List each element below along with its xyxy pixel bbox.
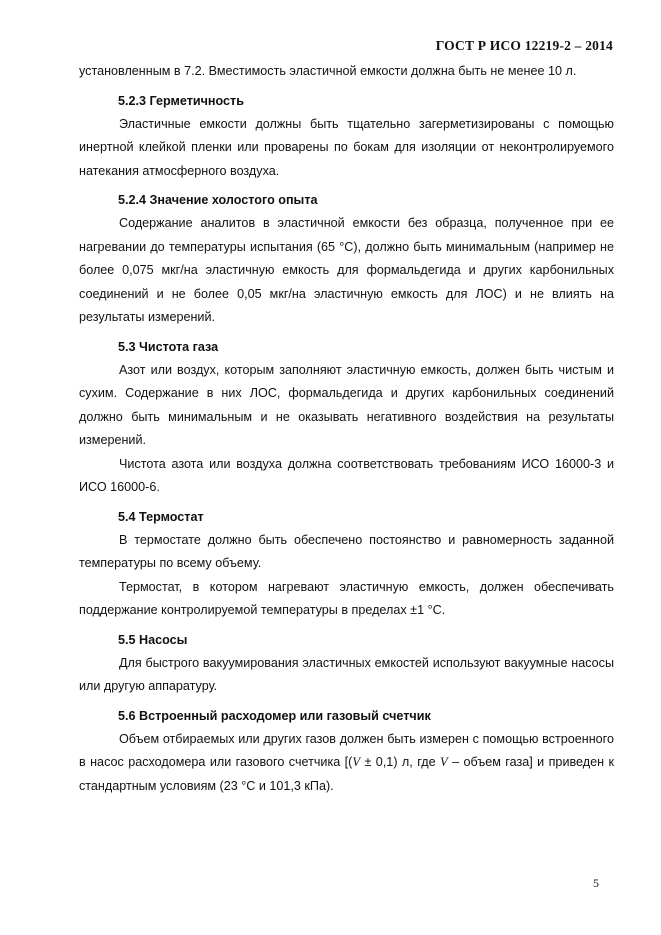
page-content (79, 60, 614, 798)
heading-5-2-4: 5.2.4 Значение холостого опыта (118, 193, 318, 207)
paragraph-5-3-2: Чистота азота или воздуха должна соответствовать требованиям ИСО 16000-3 и ИСО 16000-6. (79, 456, 614, 494)
volume-symbol: V (352, 755, 361, 769)
page-number: 5 (593, 876, 599, 890)
heading-5-4: 5.4 Термостат (118, 509, 204, 524)
heading-5-6: 5.6 Встроенный расходомер или газовый счетчик (118, 708, 431, 723)
heading-5-2-3: 5.2.3 Герметичность (118, 93, 244, 108)
paragraph-5-6 (79, 728, 614, 799)
paragraph-5-6-part-c: – объем газа] и приведен к стандартным условиям (23 °С и 101,3 кПа). (79, 755, 614, 793)
paragraph-5-4-2: Термостат, в котором нагревают эластичную емкость, должен обеспечивать поддержание контролируемой температуры в пределах ±1 °С. (79, 579, 614, 617)
document-header: ГОСТ Р ИСО 12219-2 – 2014 (435, 38, 613, 53)
paragraph-5-3-1: Азот или воздух, которым заполняют эластичную емкость, должен быть чистым и сухим. Содержание в них ЛОС, формальдегида и других карбонильных соединений должно быть минимальным и не оказывать негативного воздействия на результаты измерений. (79, 362, 614, 447)
paragraph-5-6-part-a: Объем отбираемых или других газов должен быть измерен с помощью встроенного в насос расходомера или газового счетчика [( (79, 731, 614, 769)
heading-5-3: 5.3 Чистота газа (118, 339, 219, 354)
paragraph-5-4-1: В термостате должно быть обеспечено постоянство и равномерность заданной температуры по всему объему. (79, 532, 614, 570)
paragraph-5-6-part-b: ± 0,1) л, где (360, 755, 440, 769)
paragraph-5-2-3: Эластичные емкости должны быть тщательно загерметизированы с помощью инертной клейкой пленки или проварены по бокам для изоляции от неконтролируемого натекания атмосферного воздуха. (79, 116, 614, 178)
paragraph-5-2-4: Содержание аналитов в эластичной емкости без образца, полученное при ее нагревании до температуры испытания (65 °С), должно быть минимальным (например не более 0,075 мкг/на эластичную емкость для формальдегида и других карбонильных соединений и не более 0,05 мкг/на эластичную емкость для ЛОС) и не влиять на результаты измерений. (79, 216, 614, 324)
heading-5-5: 5.5 Насосы (118, 632, 188, 647)
paragraph-5-5: Для быстрого вакуумирования эластичных емкостей используют вакуумные насосы или другую аппаратуру. (79, 655, 614, 693)
volume-symbol: V (440, 755, 448, 769)
intro-paragraph: установленным в 7.2. Вместимость эластичной емкости должна быть не менее 10 л. (79, 64, 577, 78)
